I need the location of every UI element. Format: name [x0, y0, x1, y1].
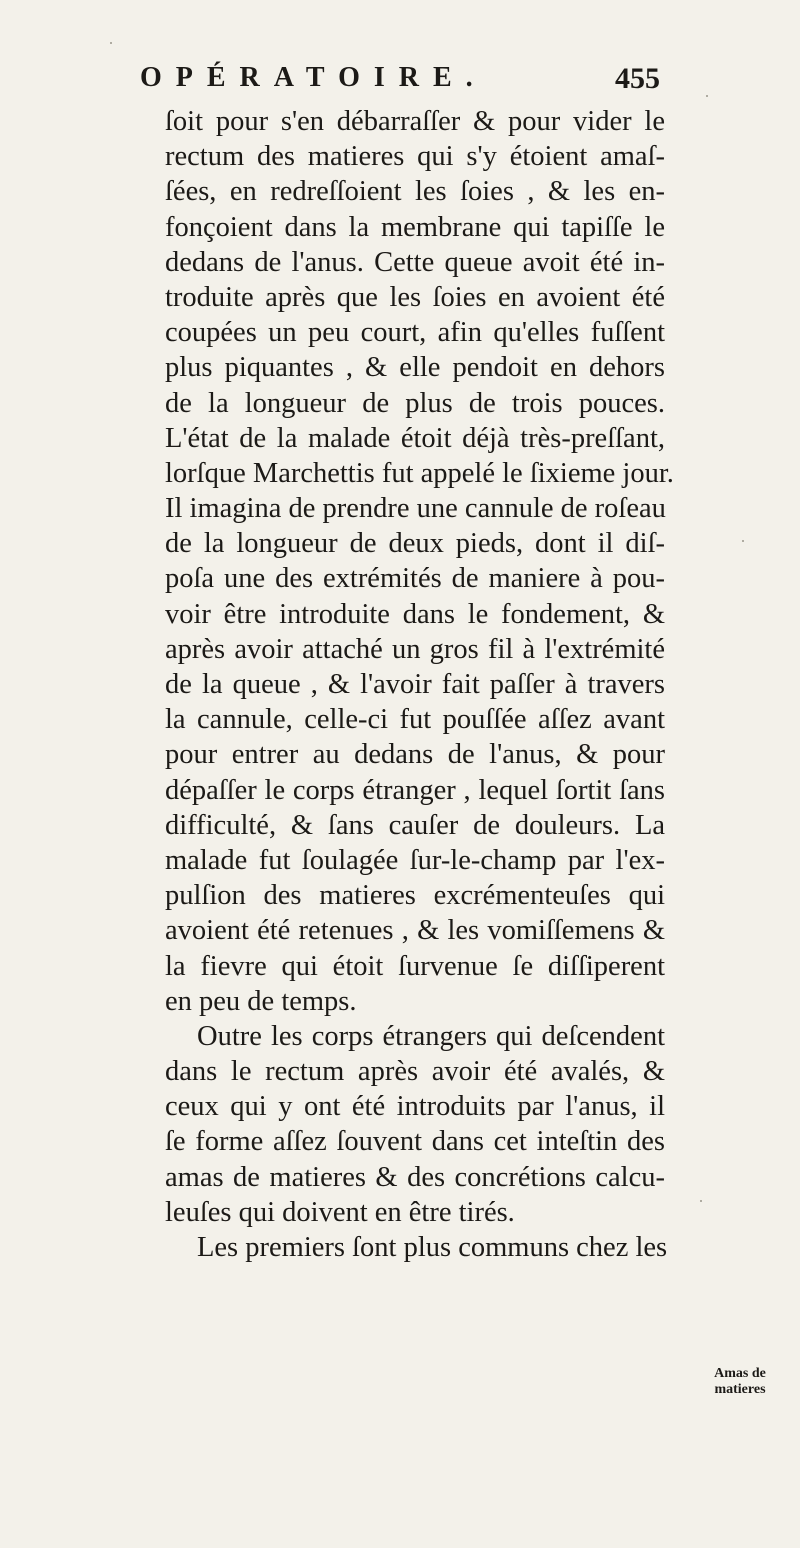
- text-line: dedans de l'anus. Cette queue avoit été in-: [165, 246, 665, 278]
- text-line: dépaſſer le corps étranger , lequel ſortit ſans: [165, 774, 665, 806]
- text-line: difficulté, & ſans cauſer de douleurs. La: [165, 809, 665, 841]
- text-line: troduite après que les ſoies en avoient été: [165, 281, 665, 313]
- text-line: poſa une des extrémités de maniere à pou-: [165, 563, 665, 595]
- text-line: dans le rectum après avoir été avalés, &: [165, 1056, 665, 1088]
- paper-speck: [700, 1200, 702, 1202]
- text-line: Il imagina de prendre une cannule de roſeau: [165, 493, 666, 525]
- text-line: après avoir attaché un gros fil à l'extrémité: [165, 633, 665, 665]
- paragraph-1: [165, 104, 674, 1019]
- margin-note: [700, 1366, 780, 1398]
- text-line: avoient été retenues , & les vomiſſemens &: [165, 915, 665, 947]
- text-line: plus piquantes , & elle pendoit en dehors: [165, 352, 665, 384]
- text-line: en peu de temps.: [165, 985, 357, 1017]
- text-line: voir être introduite dans le fondement, &: [165, 598, 665, 630]
- text-line: amas de matieres & des concrétions calcu-: [165, 1161, 665, 1193]
- paper-speck: [706, 95, 708, 97]
- margin-note-line: matieres: [714, 1382, 766, 1397]
- text-line: malade fut ſoulagée ſur-le-champ par l'ex-: [165, 844, 665, 876]
- text-line: ſoit pour s'en débarraſſer & pour vider le: [165, 106, 665, 137]
- page-header: [140, 58, 660, 102]
- text-line: Outre les corps étrangers qui deſcendent: [197, 1020, 665, 1052]
- body-text: [165, 104, 674, 1265]
- margin-note-line: Amas de: [714, 1366, 766, 1381]
- text-line: Les premiers ſont plus communs chez les: [197, 1232, 668, 1263]
- text-line: la fievre qui étoit ſurvenue ſe diſſiperent: [165, 950, 665, 982]
- text-line: de la longueur de deux pieds, dont il diſ-: [165, 528, 665, 560]
- text-line: L'état de la malade étoit déjà très-preſſant,: [165, 422, 665, 454]
- text-line: fonçoient dans la membrane qui tapiſſe le: [165, 211, 665, 243]
- text-line: pulſion des matieres excrémenteuſes qui: [165, 880, 665, 912]
- text-line: de la queue , & l'avoir fait paſſer à travers: [165, 669, 665, 700]
- text-line: coupées un peu court, afin qu'elles fuſſent: [165, 317, 665, 349]
- text-line: lorſque Marchettis fut appelé le ſixieme jour.: [165, 457, 674, 489]
- text-line: ceux qui y ont été introduits par l'anus, il: [165, 1091, 665, 1123]
- page-number: 455: [615, 62, 660, 95]
- text-line: la cannule, celle-ci fut pouſſée aſſez avant: [165, 704, 665, 736]
- running-head: OPÉRATOIRE.: [140, 62, 487, 93]
- paper-speck: [110, 42, 112, 44]
- text-line: pour entrer au dedans de l'anus, & pour: [165, 739, 665, 771]
- paragraph-2: [165, 1019, 668, 1265]
- text-line: rectum des matieres qui s'y étoient amaſ-: [165, 141, 665, 173]
- text-line: ſées, en redreſſoient les ſoies , & les en-: [165, 176, 665, 208]
- text-line: ſe forme aſſez ſouvent dans cet inteſtin des: [165, 1126, 665, 1158]
- text-line: leuſes qui doivent en être tirés.: [165, 1196, 515, 1228]
- text-line: de la longueur de plus de trois pouces.: [165, 387, 665, 419]
- paper-speck: [742, 540, 744, 542]
